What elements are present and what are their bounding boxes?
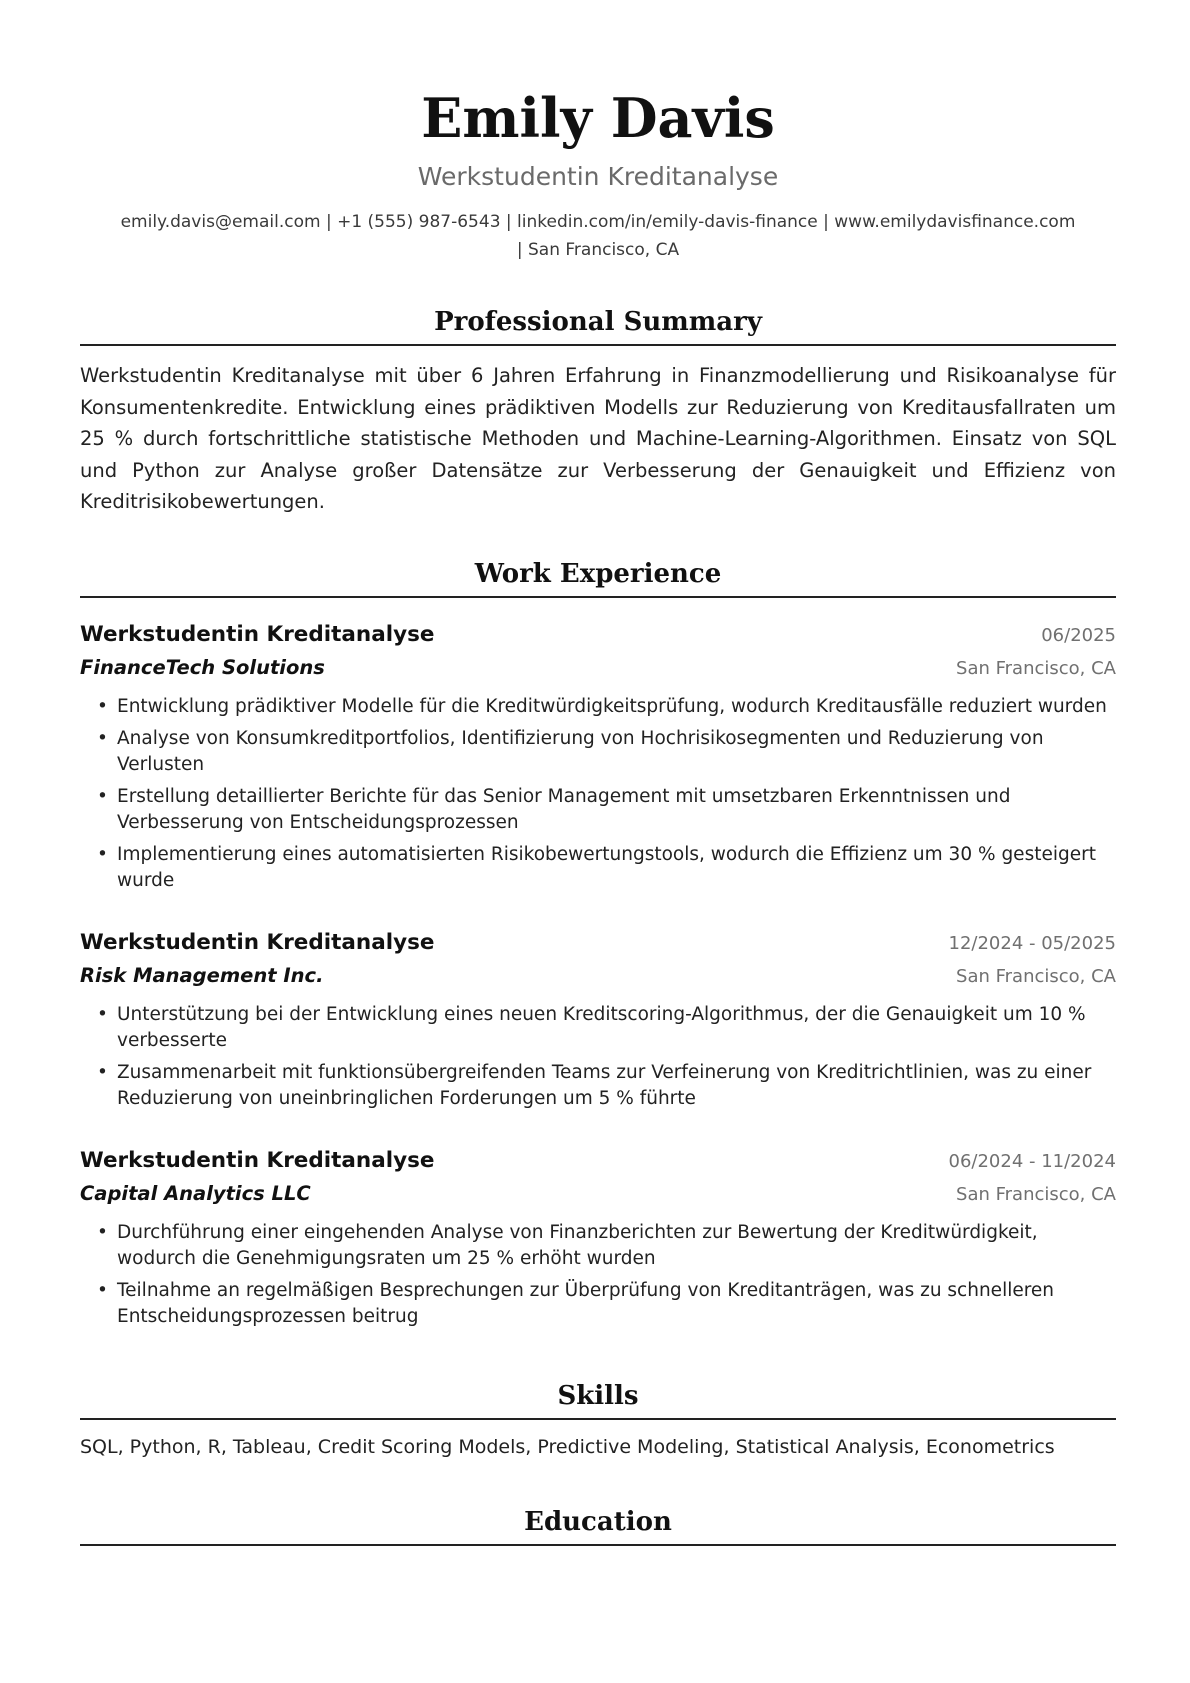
section-title-education: Education (80, 1504, 1116, 1546)
job-bullet: • Entwicklung prädiktiver Modelle für die Kreditwürdigkeitsprüfung, wodurch Kreditausfälle reduziert wurden (117, 694, 1116, 720)
section-title-experience: Work Experience (80, 556, 1116, 598)
job-date: 12/2024 - 05/2025 (948, 932, 1116, 954)
skills-text: SQL, Python, R, Tableau, Credit Scoring Models, Predictive Modeling, Statistical Analysis, Econometrics (80, 1435, 1055, 1458)
contact-line-1: emily.davis@email.com | +1 (555) 987-6543 | linkedin.com/in/emily-davis-finance | www.emilydavisfinance.com (120, 212, 1076, 232)
job-bullet: • Zusammenarbeit mit funktionsübergreifenden Teams zur Verfeinerung von Kreditrichtlinien, was zu einer Reduzierung von uneinbringlichen Forderungen um 5 % führte (117, 1060, 1116, 1112)
job-bullet: • Implementierung eines automatisierten Risikobewertungstools, wodurch die Effizienz um 30 % gesteigert wurde (117, 842, 1116, 894)
summary-text: Werkstudentin Kreditanalyse mit über 6 Jahren Erfahrung in Finanzmodellierung und Risikoanalyse für Konsumentenkredite. Entwicklung eines prädiktiven Modells zur Reduzierung von Kreditausfallraten um 25 % durch fortschrittliche statistische Methoden und Machine-Learning-Algorithmen. Einsatz von SQL und Python zur Analyse großer Datensätze zur Verbesserung der Genauigkeit und Effizienz von Kreditrisikobewertungen. (80, 364, 1116, 513)
job-date: 06/2025 (1041, 624, 1116, 646)
job-bullet: • Durchführung einer eingehenden Analyse von Finanzberichten zur Bewertung der Kreditwürdigkeit, wodurch die Genehmigungsraten um 25 % erhöht wurden (117, 1220, 1116, 1272)
section-title-summary: Professional Summary (80, 304, 1116, 346)
job-entry (80, 618, 1116, 894)
candidate-name: Emily Davis (421, 86, 775, 150)
job-bullet: • Erstellung detaillierter Berichte für das Senior Management mit umsetzbaren Erkenntnissen und Verbesserung von Entscheidungsprozessen (117, 784, 1116, 836)
job-date: 06/2024 - 11/2024 (948, 1150, 1116, 1172)
resume-page (80, 0, 1116, 1546)
job-bullets (80, 1220, 1116, 1330)
job-bullet: • Teilnahme an regelmäßigen Besprechungen zur Überprüfung von Kreditanträgen, was zu schnelleren Entscheidungsprozessen beitrug (117, 1278, 1116, 1330)
job-company: Capital Analytics LLC (80, 1181, 311, 1205)
contact-info (80, 208, 1116, 264)
job-location: San Francisco, CA (956, 965, 1116, 987)
job-entry (80, 926, 1116, 1112)
job-company: FinanceTech Solutions (80, 655, 325, 679)
section-title-skills: Skills (80, 1378, 1116, 1420)
job-bullets (80, 1002, 1116, 1112)
job-bullets (80, 694, 1116, 894)
job-bullet: • Unterstützung bei der Entwicklung eines neuen Kreditscoring-Algorithmus, der die Genauigkeit um 10 % verbesserte (117, 1002, 1116, 1054)
job-company: Risk Management Inc. (80, 963, 324, 987)
job-location: San Francisco, CA (956, 657, 1116, 679)
candidate-headline: Werkstudentin Kreditanalyse (417, 162, 779, 191)
job-location: San Francisco, CA (956, 1183, 1116, 1205)
job-title: Werkstudentin Kreditanalyse (80, 1147, 435, 1173)
contact-line-2: | San Francisco, CA (516, 240, 680, 260)
job-title: Werkstudentin Kreditanalyse (80, 621, 435, 647)
job-title: Werkstudentin Kreditanalyse (80, 929, 435, 955)
job-bullet: • Analyse von Konsumkreditportfolios, Identifizierung von Hochrisikosegmenten und Reduzierung von Verlusten (117, 726, 1116, 778)
job-entry (80, 1144, 1116, 1330)
